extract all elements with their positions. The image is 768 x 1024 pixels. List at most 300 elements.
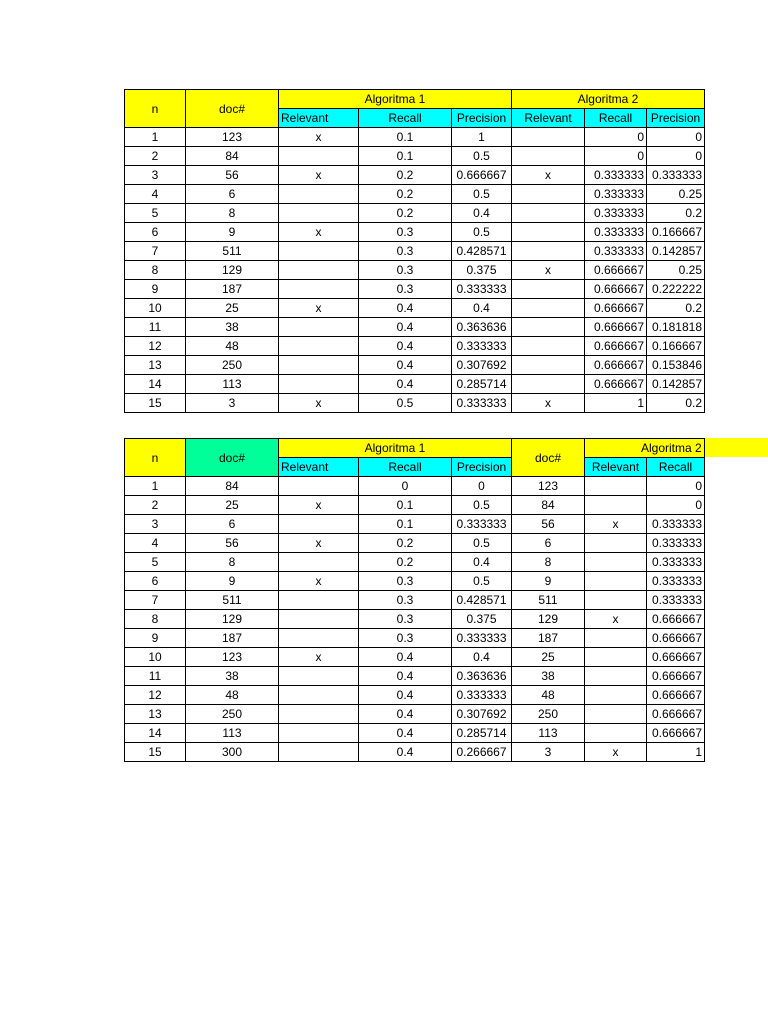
table-row [125, 610, 710, 629]
alg2-recall-cell: 0.333333 [585, 223, 647, 242]
alg1-recall-cell: 0.4 [359, 705, 452, 724]
alg1-precision-cell: 0.5 [452, 147, 512, 166]
doc-cell: 250 [186, 705, 279, 724]
alg1-relevant-cell [279, 724, 359, 743]
table-row [125, 667, 710, 686]
alg2-doc-cell: 250 [512, 705, 585, 724]
alg2-doc-cell: 9 [512, 572, 585, 591]
empty-cell [705, 572, 710, 591]
alg1-relevant-cell [279, 318, 359, 337]
recall-header: Recall [647, 458, 705, 477]
alg2-precision-cell: 0.222222 [647, 280, 705, 299]
alg2-precision-cell: 0.2 [647, 394, 705, 413]
alg2-relevant-cell [512, 337, 585, 356]
doc-cell: 84 [186, 477, 279, 496]
alg2-recall-cell: 0.666667 [585, 318, 647, 337]
table-row [125, 648, 710, 667]
alg2-recall-cell: 0.666667 [585, 356, 647, 375]
alg2-relevant-cell: x [585, 610, 647, 629]
alg2-recall-cell: 0.333333 [585, 166, 647, 185]
alg2-relevant-cell [585, 591, 647, 610]
n-cell: 3 [125, 166, 186, 185]
doc-cell: 25 [186, 299, 279, 318]
n-cell: 4 [125, 185, 186, 204]
alg1-precision-cell: 0.4 [452, 648, 512, 667]
alg1-relevant-cell: x [279, 496, 359, 515]
table-row [125, 318, 705, 337]
alg2-relevant-cell [512, 280, 585, 299]
n-cell: 9 [125, 629, 186, 648]
table-row [125, 128, 705, 147]
n-header: n [125, 439, 186, 477]
doc-cell: 56 [186, 534, 279, 553]
alg1-relevant-cell: x [279, 299, 359, 318]
alg2-recall-cell: 0 [585, 128, 647, 147]
doc-cell: 123 [186, 128, 279, 147]
alg2-doc-cell: 38 [512, 667, 585, 686]
alg2-relevant-cell [512, 318, 585, 337]
n-cell: 2 [125, 147, 186, 166]
alg2-recall-cell: 0.333333 [647, 515, 705, 534]
empty-cell [705, 629, 710, 648]
alg2-recall-cell: 0.333333 [647, 591, 705, 610]
alg1-recall-cell: 0.2 [359, 534, 452, 553]
alg2-recall-cell: 0.666667 [647, 667, 705, 686]
alg2-recall-cell: 0.666667 [585, 299, 647, 318]
doc-cell: 3 [186, 394, 279, 413]
doc-cell: 9 [186, 223, 279, 242]
table-row [125, 572, 710, 591]
alg1-recall-cell: 0.4 [359, 299, 452, 318]
alg1-precision-cell: 0 [452, 477, 512, 496]
table-row [125, 477, 710, 496]
doc-cell: 187 [186, 280, 279, 299]
n-cell: 9 [125, 280, 186, 299]
table-row [125, 375, 705, 394]
alg1-recall-cell: 0.3 [359, 591, 452, 610]
algoritma-2-header: Algoritma 2 [512, 90, 705, 109]
alg2-relevant-cell [512, 356, 585, 375]
n-cell: 13 [125, 356, 186, 375]
alg2-precision-cell: 0.25 [647, 261, 705, 280]
alg1-relevant-cell [279, 356, 359, 375]
alg2-precision-cell: 0.142857 [647, 375, 705, 394]
alg1-relevant-cell [279, 667, 359, 686]
alg1-relevant-cell: x [279, 648, 359, 667]
alg2-relevant-cell: x [512, 394, 585, 413]
alg2-doc-cell: 123 [512, 477, 585, 496]
doc-cell: 38 [186, 318, 279, 337]
alg2-recall-cell: 0.666667 [647, 629, 705, 648]
alg2-recall-cell: 0 [647, 477, 705, 496]
alg2-relevant-cell: x [512, 166, 585, 185]
n-cell: 6 [125, 572, 186, 591]
precision-header: Precision [647, 109, 705, 128]
table-row [125, 743, 710, 762]
doc-cell: 8 [186, 553, 279, 572]
empty-cell [705, 496, 710, 515]
alg1-relevant-cell [279, 610, 359, 629]
alg1-precision-cell: 0.666667 [452, 166, 512, 185]
empty-cell [705, 591, 710, 610]
alg2-relevant-cell [512, 185, 585, 204]
alg2-relevant-cell [585, 553, 647, 572]
alg2-recall-cell: 0.666667 [647, 724, 705, 743]
n-cell: 10 [125, 299, 186, 318]
alg2-recall-cell: 0.333333 [647, 572, 705, 591]
alg1-precision-cell: 0.4 [452, 553, 512, 572]
alg2-recall-cell: 0.333333 [585, 204, 647, 223]
alg1-relevant-cell [279, 477, 359, 496]
alg1-precision-cell: 0.333333 [452, 629, 512, 648]
empty-cell [705, 477, 710, 496]
alg1-relevant-cell [279, 515, 359, 534]
alg2-doc-cell: 84 [512, 496, 585, 515]
alg2-doc-cell: 48 [512, 686, 585, 705]
alg1-recall-cell: 0.4 [359, 356, 452, 375]
doc-cell: 187 [186, 629, 279, 648]
alg2-doc-cell: 129 [512, 610, 585, 629]
doc-cell: 9 [186, 572, 279, 591]
table-row [125, 299, 705, 318]
alg2-doc-cell: 6 [512, 534, 585, 553]
n-cell: 12 [125, 686, 186, 705]
relevant-header: Relevant [512, 109, 585, 128]
alg2-recall-cell: 0.666667 [585, 337, 647, 356]
doc-cell: 129 [186, 261, 279, 280]
alg1-precision-cell: 0.375 [452, 261, 512, 280]
alg1-recall-cell: 0.3 [359, 242, 452, 261]
alg2-precision-cell: 0 [647, 128, 705, 147]
alg1-precision-cell: 0.428571 [452, 242, 512, 261]
results-table-bottom [124, 438, 710, 762]
alg1-recall-cell: 0.3 [359, 629, 452, 648]
algoritma-2-header-label: Algoritma 2 [641, 441, 702, 455]
alg2-recall-cell: 0.333333 [585, 242, 647, 261]
alg2-recall-cell: 0 [585, 147, 647, 166]
n-cell: 7 [125, 242, 186, 261]
alg1-recall-cell: 0.1 [359, 515, 452, 534]
alg2-relevant-cell [512, 204, 585, 223]
algoritma-1-header: Algoritma 1 [279, 439, 512, 458]
alg2-precision-cell: 0.153846 [647, 356, 705, 375]
alg1-recall-cell: 0.2 [359, 553, 452, 572]
alg1-recall-cell: 0.2 [359, 204, 452, 223]
doc-header: doc# [186, 439, 279, 477]
alg1-precision-cell: 0.4 [452, 299, 512, 318]
alg2-relevant-cell [585, 705, 647, 724]
table-row [125, 515, 710, 534]
precision-header: Precision [452, 109, 512, 128]
algoritma-2-header-overflow [704, 438, 768, 457]
table-row [125, 629, 710, 648]
alg2-relevant-cell [585, 629, 647, 648]
alg2-relevant-cell [585, 724, 647, 743]
alg1-relevant-cell [279, 261, 359, 280]
alg1-relevant-cell [279, 553, 359, 572]
n-cell: 6 [125, 223, 186, 242]
alg1-relevant-cell [279, 280, 359, 299]
alg1-recall-cell: 0.4 [359, 667, 452, 686]
alg1-relevant-cell [279, 204, 359, 223]
alg1-relevant-cell [279, 629, 359, 648]
alg2-doc-cell: 56 [512, 515, 585, 534]
alg1-relevant-cell [279, 185, 359, 204]
alg2-doc-cell: 113 [512, 724, 585, 743]
doc-cell: 511 [186, 591, 279, 610]
doc-cell: 113 [186, 724, 279, 743]
alg2-relevant-cell [585, 686, 647, 705]
table-row [125, 534, 710, 553]
n-cell: 15 [125, 743, 186, 762]
n-cell: 14 [125, 724, 186, 743]
alg1-recall-cell: 0.3 [359, 572, 452, 591]
doc-header-2: doc# [512, 439, 585, 477]
alg2-relevant-cell [585, 477, 647, 496]
alg2-precision-cell: 0.181818 [647, 318, 705, 337]
alg1-relevant-cell [279, 705, 359, 724]
alg1-recall-cell: 0.4 [359, 375, 452, 394]
results-table-top [124, 89, 705, 413]
n-cell: 1 [125, 477, 186, 496]
alg1-precision-cell: 0.333333 [452, 280, 512, 299]
alg1-precision-cell: 0.285714 [452, 724, 512, 743]
n-cell: 10 [125, 648, 186, 667]
doc-cell: 113 [186, 375, 279, 394]
empty-cell [705, 686, 710, 705]
alg1-recall-cell: 0.3 [359, 280, 452, 299]
table-row [125, 686, 710, 705]
alg2-precision-cell: 0.142857 [647, 242, 705, 261]
alg2-relevant-cell [512, 128, 585, 147]
alg2-relevant-cell [585, 572, 647, 591]
empty-cell [705, 743, 710, 762]
alg2-relevant-cell [585, 648, 647, 667]
algoritma-2-header [585, 439, 705, 458]
alg1-relevant-cell [279, 147, 359, 166]
alg2-recall-cell: 0 [647, 496, 705, 515]
alg1-recall-cell: 0.1 [359, 147, 452, 166]
alg1-recall-cell: 0.1 [359, 496, 452, 515]
alg2-relevant-cell [512, 299, 585, 318]
alg1-relevant-cell [279, 591, 359, 610]
relevant-header: Relevant [279, 458, 359, 477]
alg2-recall-cell: 0.666667 [585, 261, 647, 280]
alg2-relevant-cell [585, 534, 647, 553]
alg1-precision-cell: 0.5 [452, 496, 512, 515]
table-row [125, 280, 705, 299]
doc-cell: 300 [186, 743, 279, 762]
alg1-recall-cell: 0 [359, 477, 452, 496]
alg2-relevant-cell [585, 667, 647, 686]
alg1-precision-cell: 0.307692 [452, 705, 512, 724]
n-cell: 1 [125, 128, 186, 147]
alg1-precision-cell: 0.375 [452, 610, 512, 629]
alg1-relevant-cell [279, 375, 359, 394]
alg1-relevant-cell [279, 242, 359, 261]
alg2-recall-cell: 0.666667 [647, 610, 705, 629]
n-cell: 4 [125, 534, 186, 553]
alg1-recall-cell: 0.1 [359, 128, 452, 147]
alg2-precision-cell: 0 [647, 147, 705, 166]
alg1-precision-cell: 0.333333 [452, 686, 512, 705]
empty-cell [705, 667, 710, 686]
table-row [125, 261, 705, 280]
doc-cell: 48 [186, 337, 279, 356]
alg2-doc-cell: 187 [512, 629, 585, 648]
alg2-recall-cell: 0.333333 [647, 534, 705, 553]
alg1-relevant-cell: x [279, 534, 359, 553]
n-cell: 3 [125, 515, 186, 534]
n-cell: 12 [125, 337, 186, 356]
alg2-precision-cell: 0.333333 [647, 166, 705, 185]
doc-cell: 250 [186, 356, 279, 375]
alg2-relevant-cell [512, 147, 585, 166]
n-cell: 5 [125, 553, 186, 572]
table-row [125, 147, 705, 166]
alg1-recall-cell: 0.3 [359, 223, 452, 242]
alg1-recall-cell: 0.3 [359, 261, 452, 280]
alg1-recall-cell: 0.4 [359, 648, 452, 667]
empty-cell [705, 515, 710, 534]
table-row [125, 356, 705, 375]
table-row [125, 204, 705, 223]
alg1-precision-cell: 0.428571 [452, 591, 512, 610]
alg2-precision-cell: 0.166667 [647, 223, 705, 242]
alg2-recall-cell: 0.666667 [585, 375, 647, 394]
empty-cell [705, 553, 710, 572]
alg1-precision-cell: 0.285714 [452, 375, 512, 394]
n-cell: 2 [125, 496, 186, 515]
recall-header: Recall [359, 109, 452, 128]
alg1-recall-cell: 0.4 [359, 743, 452, 762]
relevant-header: Relevant [279, 109, 359, 128]
alg2-relevant-cell: x [585, 515, 647, 534]
alg1-recall-cell: 0.4 [359, 724, 452, 743]
alg2-doc-cell: 25 [512, 648, 585, 667]
n-cell: 14 [125, 375, 186, 394]
alg2-recall-cell: 0.333333 [585, 185, 647, 204]
alg2-relevant-cell [585, 496, 647, 515]
alg2-recall-cell: 1 [585, 394, 647, 413]
relevant-header: Relevant [585, 458, 647, 477]
alg1-precision-cell: 0.363636 [452, 667, 512, 686]
alg1-recall-cell: 0.3 [359, 610, 452, 629]
doc-cell: 129 [186, 610, 279, 629]
alg1-recall-cell: 0.2 [359, 166, 452, 185]
table-row [125, 394, 705, 413]
table-row [125, 337, 705, 356]
empty-cell [705, 610, 710, 629]
alg1-precision-cell: 0.5 [452, 572, 512, 591]
alg1-precision-cell: 0.5 [452, 185, 512, 204]
alg1-precision-cell: 0.333333 [452, 337, 512, 356]
algoritma-1-header: Algoritma 1 [279, 90, 512, 109]
alg1-recall-cell: 0.4 [359, 686, 452, 705]
alg2-recall-cell: 0.666667 [585, 280, 647, 299]
alg1-precision-cell: 1 [452, 128, 512, 147]
precision-header: Precision [452, 458, 512, 477]
table-row [125, 553, 710, 572]
alg1-precision-cell: 0.333333 [452, 515, 512, 534]
alg2-precision-cell: 0.2 [647, 204, 705, 223]
table-row [125, 705, 710, 724]
alg2-doc-cell: 511 [512, 591, 585, 610]
alg2-recall-cell: 0.666667 [647, 686, 705, 705]
doc-cell: 8 [186, 204, 279, 223]
table-row [125, 223, 705, 242]
n-cell: 15 [125, 394, 186, 413]
doc-cell: 511 [186, 242, 279, 261]
alg1-recall-cell: 0.5 [359, 394, 452, 413]
alg2-precision-cell: 0.25 [647, 185, 705, 204]
empty-cell [705, 724, 710, 743]
alg1-relevant-cell: x [279, 394, 359, 413]
alg2-relevant-cell [512, 223, 585, 242]
doc-header: doc# [186, 90, 279, 128]
empty-cell [705, 705, 710, 724]
doc-cell: 6 [186, 515, 279, 534]
table-row [125, 185, 705, 204]
table-row [125, 724, 710, 743]
doc-cell: 56 [186, 166, 279, 185]
alg1-precision-cell: 0.333333 [452, 394, 512, 413]
alg1-relevant-cell [279, 686, 359, 705]
doc-cell: 25 [186, 496, 279, 515]
n-header: n [125, 90, 186, 128]
alg1-relevant-cell: x [279, 223, 359, 242]
n-cell: 11 [125, 667, 186, 686]
alg1-precision-cell: 0.4 [452, 204, 512, 223]
doc-cell: 48 [186, 686, 279, 705]
table-row [125, 242, 705, 261]
alg2-doc-cell: 8 [512, 553, 585, 572]
alg1-recall-cell: 0.4 [359, 337, 452, 356]
alg2-recall-cell: 0.333333 [647, 553, 705, 572]
table-row [125, 591, 710, 610]
alg2-precision-cell: 0.166667 [647, 337, 705, 356]
recall-header: Recall [585, 109, 647, 128]
alg2-precision-cell: 0.2 [647, 299, 705, 318]
empty-cell [705, 534, 710, 553]
doc-cell: 38 [186, 667, 279, 686]
alg1-relevant-cell: x [279, 166, 359, 185]
alg2-relevant-cell: x [512, 261, 585, 280]
alg2-relevant-cell [512, 375, 585, 394]
alg2-relevant-cell: x [585, 743, 647, 762]
alg1-recall-cell: 0.2 [359, 185, 452, 204]
alg1-relevant-cell [279, 337, 359, 356]
alg1-precision-cell: 0.266667 [452, 743, 512, 762]
alg2-recall-cell: 0.666667 [647, 648, 705, 667]
alg2-doc-cell: 3 [512, 743, 585, 762]
n-cell: 13 [125, 705, 186, 724]
empty-cell [705, 648, 710, 667]
alg1-recall-cell: 0.4 [359, 318, 452, 337]
doc-cell: 84 [186, 147, 279, 166]
n-cell: 7 [125, 591, 186, 610]
alg2-recall-cell: 1 [647, 743, 705, 762]
table-row [125, 166, 705, 185]
table-row [125, 496, 710, 515]
alg1-relevant-cell: x [279, 572, 359, 591]
alg1-relevant-cell [279, 743, 359, 762]
doc-cell: 6 [186, 185, 279, 204]
alg1-precision-cell: 0.307692 [452, 356, 512, 375]
alg1-precision-cell: 0.5 [452, 534, 512, 553]
n-cell: 11 [125, 318, 186, 337]
doc-cell: 123 [186, 648, 279, 667]
